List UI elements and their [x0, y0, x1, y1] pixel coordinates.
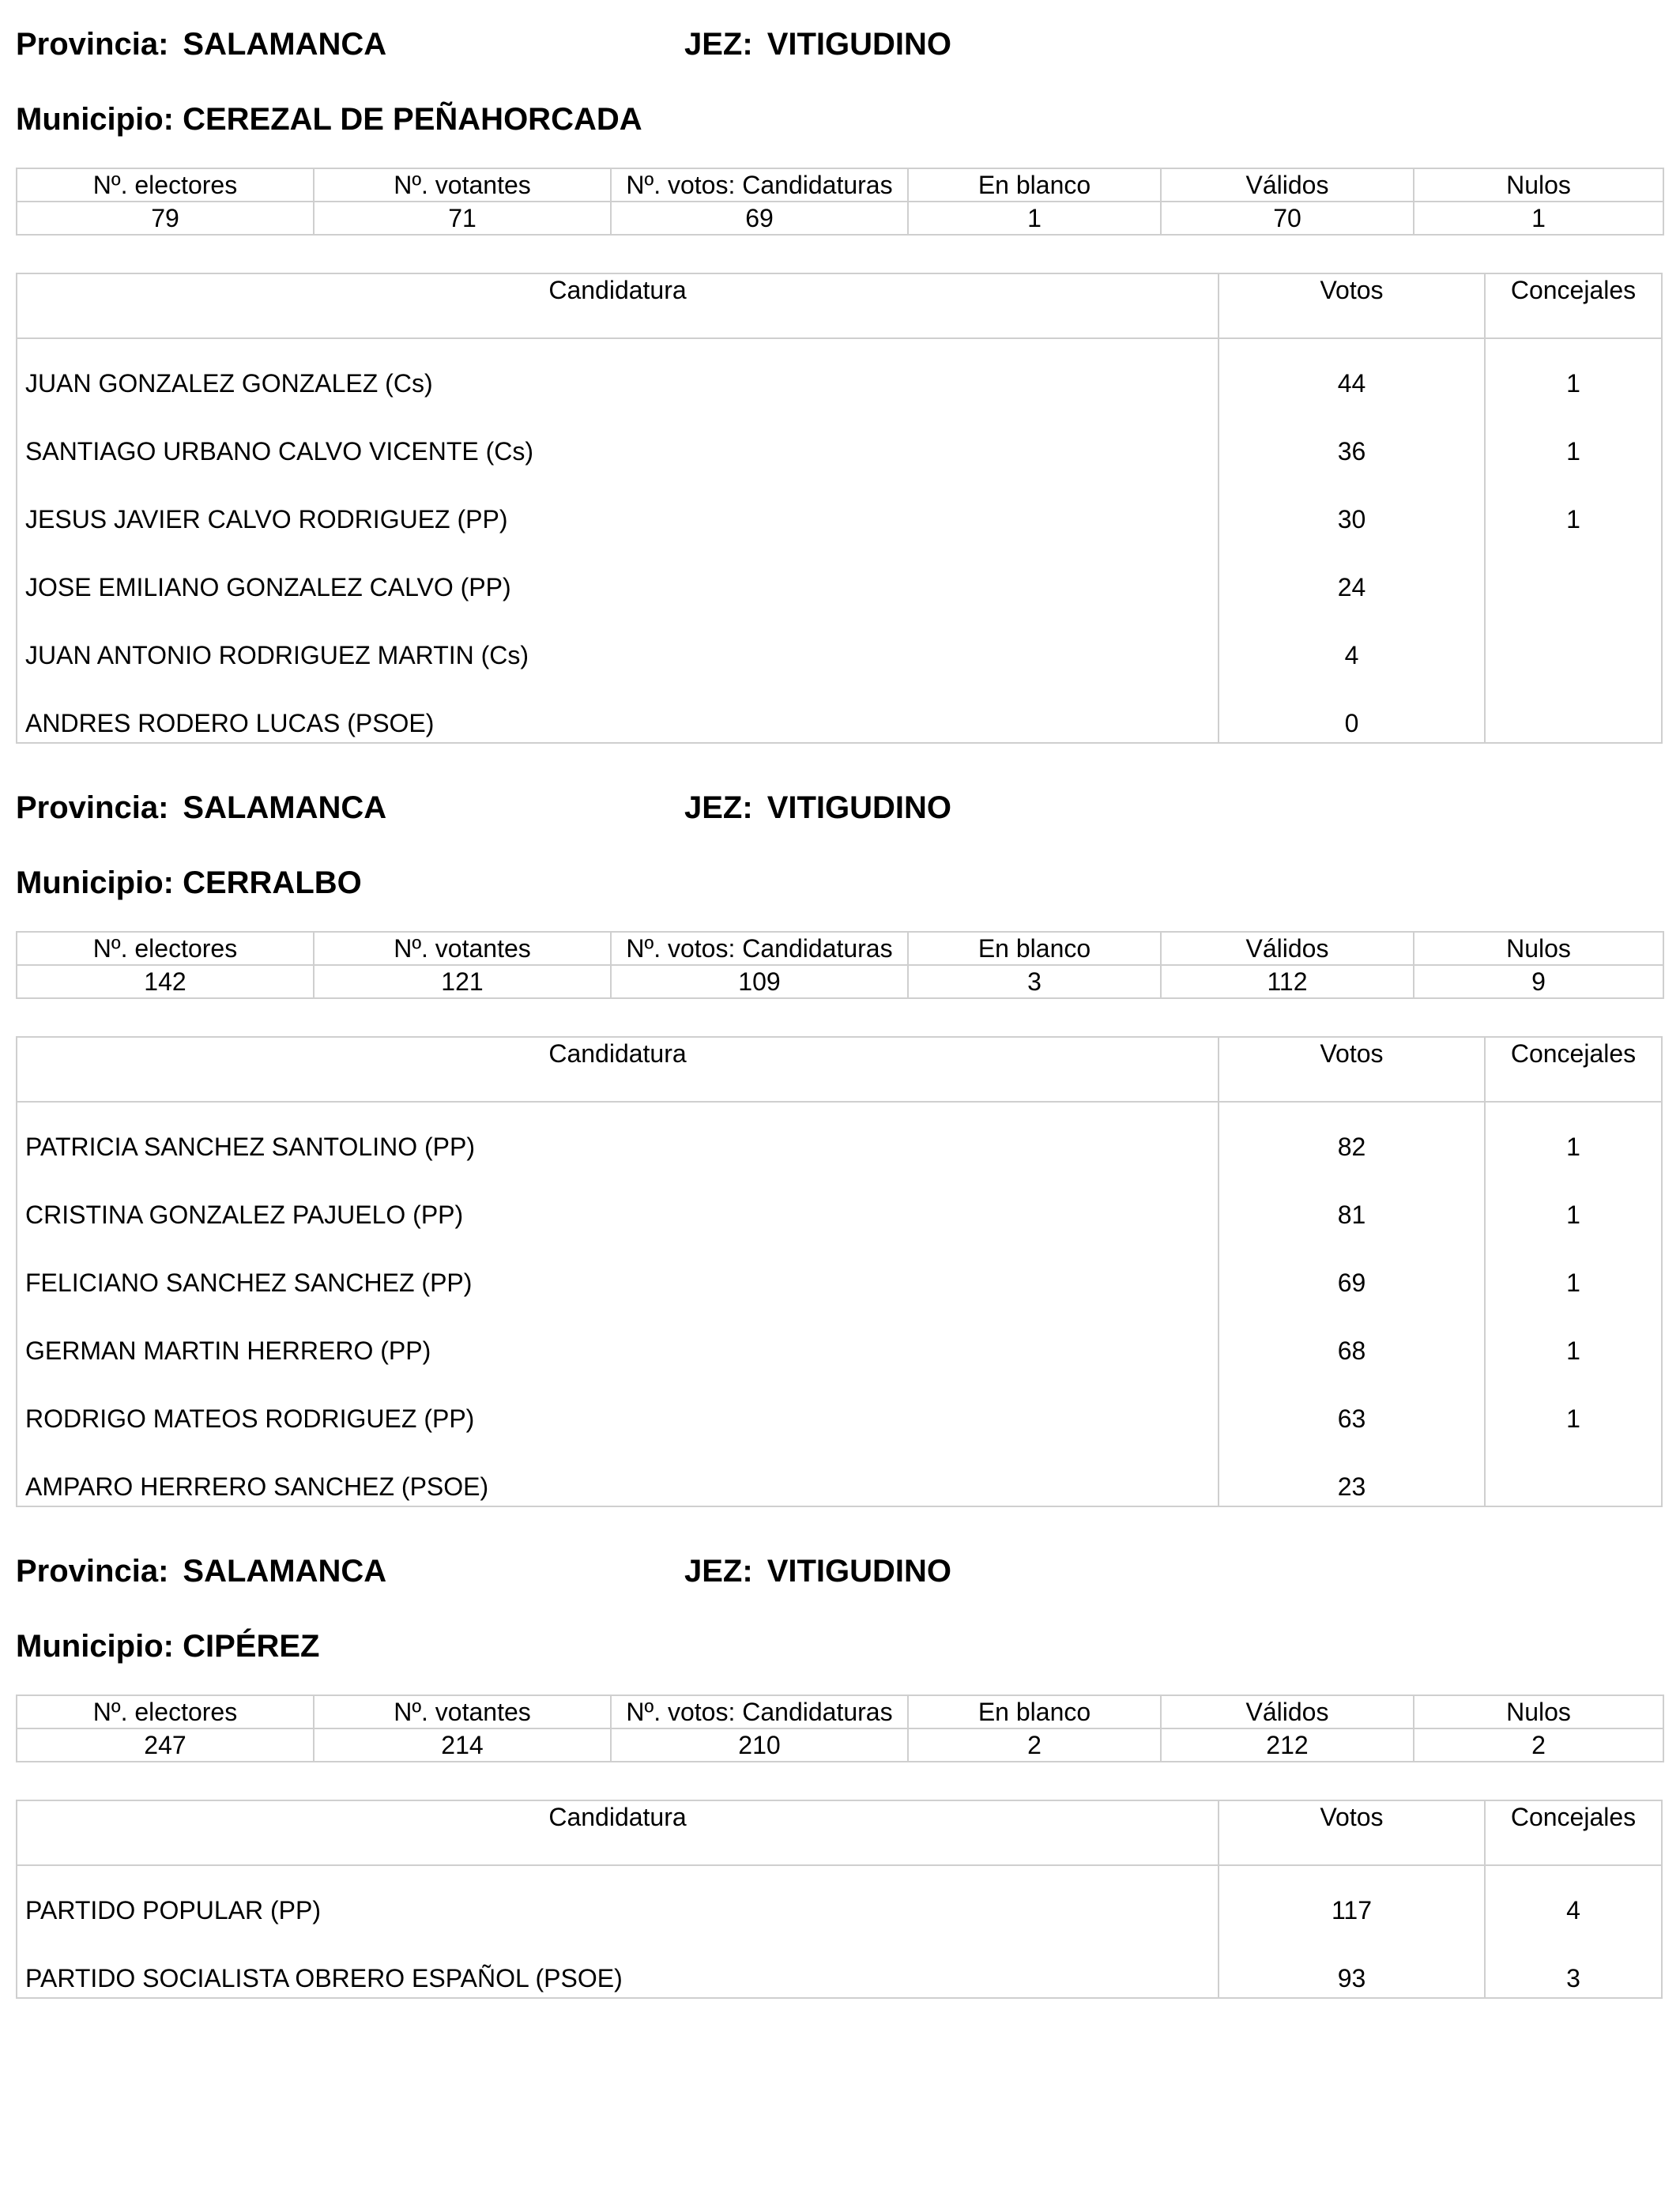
- stats-header: Nº. votantes: [314, 932, 611, 965]
- jez-line: [684, 1552, 951, 1590]
- candidate-votes: 81: [1337, 1201, 1366, 1229]
- header-votos: Votos: [1219, 1801, 1486, 1864]
- candidate-seats: [1486, 1466, 1661, 1534]
- candidate-name: SANTIAGO URBANO CALVO VICENTE (Cs): [25, 437, 534, 466]
- stats-header-row: [17, 168, 1663, 202]
- stats-header: Válidos: [1161, 932, 1414, 965]
- stats-header: Nº. votantes: [314, 1695, 611, 1728]
- candidate-seats: 1: [1566, 437, 1580, 466]
- candidate-seats: 1: [1566, 1336, 1580, 1365]
- candidates-header-row: [17, 1038, 1661, 1103]
- jez-line: [684, 25, 951, 63]
- candidate-votes: 63: [1337, 1404, 1366, 1433]
- stats-header: Nº. votos: Candidaturas: [611, 1695, 908, 1728]
- candidates-header-row: [17, 274, 1661, 339]
- header-votos: Votos: [1219, 1038, 1486, 1101]
- stats-header: Válidos: [1161, 1695, 1414, 1728]
- stats-value-row: [17, 965, 1663, 998]
- header-concejales: Concejales: [1510, 276, 1637, 304]
- candidate-name: CRISTINA GONZALEZ PAJUELO (PP): [25, 1201, 464, 1229]
- municipio-section-cerezal: [16, 0, 1663, 751]
- header-candidatura: Candidatura: [17, 274, 1219, 337]
- stats-value: 112: [1161, 965, 1414, 998]
- stats-value: 9: [1414, 965, 1663, 998]
- candidate-seats: 3: [1566, 1964, 1580, 1992]
- municipio-line: [16, 100, 642, 138]
- candidate-seats-column: [1486, 339, 1661, 744]
- candidate-seats: 1: [1566, 1201, 1580, 1229]
- stats-header: Nº. votantes: [314, 168, 611, 202]
- municipio-value: CIPÉREZ: [183, 1629, 320, 1664]
- stats-table: [16, 1695, 1664, 1762]
- stats-value: 79: [17, 202, 314, 235]
- stats-header: En blanco: [908, 168, 1161, 202]
- candidate-votes-column: [1219, 1866, 1486, 1999]
- municipio-label: Municipio:: [16, 102, 174, 137]
- candidate-name: JUAN ANTONIO RODRIGUEZ MARTIN (Cs): [25, 641, 529, 669]
- provincia-label: Provincia:: [16, 1554, 169, 1589]
- stats-value: 69: [611, 202, 908, 235]
- candidate-seats: [1486, 567, 1661, 635]
- stats-header: Nulos: [1414, 168, 1663, 202]
- candidate-votes: 4: [1344, 641, 1359, 669]
- stats-header: Nulos: [1414, 932, 1663, 965]
- stats-header: En blanco: [908, 1695, 1161, 1728]
- jez-label: JEZ:: [684, 790, 753, 825]
- candidate-seats: 4: [1566, 1896, 1580, 1924]
- stats-header: En blanco: [908, 932, 1161, 965]
- stats-header: Nulos: [1414, 1695, 1663, 1728]
- header-concejales: Concejales: [1510, 1803, 1637, 1831]
- candidate-seats: 1: [1566, 1133, 1580, 1161]
- municipio-label: Municipio:: [16, 865, 174, 900]
- candidate-name: PARTIDO SOCIALISTA OBRERO ESPAÑOL (PSOE): [25, 1964, 623, 1992]
- candidates-table: [16, 1036, 1663, 1507]
- municipio-label: Municipio:: [16, 1629, 174, 1664]
- header-candidatura: Candidatura: [17, 1801, 1219, 1864]
- provincia-line: [16, 1552, 386, 1590]
- municipio-line: [16, 1627, 319, 1665]
- candidate-votes-column: [1219, 1103, 1486, 1507]
- candidate-names-column: [17, 1103, 1219, 1507]
- stats-value: 247: [17, 1728, 314, 1762]
- stats-header-row: [17, 932, 1663, 965]
- stats-header: Nº. votos: Candidaturas: [611, 932, 908, 965]
- stats-value: 109: [611, 965, 908, 998]
- candidates-table: [16, 273, 1663, 744]
- stats-value-row: [17, 1728, 1663, 1762]
- candidate-name: FELICIANO SANCHEZ SANCHEZ (PP): [25, 1269, 473, 1297]
- candidate-votes: 36: [1337, 437, 1366, 466]
- stats-value: 3: [908, 965, 1161, 998]
- candidate-seats: 1: [1566, 505, 1580, 533]
- municipio-section-cerralbo: [16, 763, 1663, 1514]
- provincia-value: SALAMANCA: [183, 790, 387, 825]
- candidate-votes: 117: [1331, 1896, 1372, 1924]
- stats-header: Nº. electores: [17, 932, 314, 965]
- stats-value: 2: [1414, 1728, 1663, 1762]
- stats-value: 71: [314, 202, 611, 235]
- candidate-name: PARTIDO POPULAR (PP): [25, 1896, 321, 1924]
- candidate-name: JUAN GONZALEZ GONZALEZ (Cs): [25, 369, 433, 398]
- candidate-votes: 24: [1337, 573, 1366, 601]
- stats-value: 210: [611, 1728, 908, 1762]
- stats-value: 142: [17, 965, 314, 998]
- stats-value: 2: [908, 1728, 1161, 1762]
- candidate-name: PATRICIA SANCHEZ SANTOLINO (PP): [25, 1133, 475, 1161]
- candidate-votes: 69: [1337, 1269, 1366, 1297]
- candidate-seats: [1486, 703, 1661, 771]
- provincia-value: SALAMANCA: [183, 27, 387, 62]
- candidate-votes: 82: [1337, 1133, 1366, 1161]
- candidate-seats-column: [1486, 1866, 1661, 1999]
- stats-header: Nº. electores: [17, 168, 314, 202]
- candidate-votes: 23: [1337, 1472, 1366, 1501]
- stats-value: 70: [1161, 202, 1414, 235]
- municipio-value: CERRALBO: [183, 865, 362, 900]
- stats-value: 214: [314, 1728, 611, 1762]
- stats-value-row: [17, 202, 1663, 235]
- provincia-line: [16, 789, 386, 827]
- header-votos: Votos: [1219, 274, 1486, 337]
- stats-value: 1: [1414, 202, 1663, 235]
- jez-value: VITIGUDINO: [767, 790, 952, 825]
- stats-header-row: [17, 1695, 1663, 1728]
- jez-line: [684, 789, 951, 827]
- stats-value: 212: [1161, 1728, 1414, 1762]
- candidates-header-row: [17, 1801, 1661, 1866]
- candidate-votes: 44: [1337, 369, 1366, 398]
- candidate-name: AMPARO HERRERO SANCHEZ (PSOE): [25, 1472, 489, 1501]
- candidate-name: RODRIGO MATEOS RODRIGUEZ (PP): [25, 1404, 475, 1433]
- candidate-seats: [1486, 635, 1661, 703]
- candidate-votes: 93: [1337, 1964, 1366, 1992]
- candidate-votes-column: [1219, 339, 1486, 744]
- municipio-section-ciperez: [16, 1527, 1663, 2033]
- stats-header: Nº. votos: Candidaturas: [611, 168, 908, 202]
- jez-value: VITIGUDINO: [767, 27, 952, 62]
- stats-table: [16, 168, 1664, 236]
- header-concejales: Concejales: [1510, 1039, 1637, 1068]
- provincia-label: Provincia:: [16, 790, 169, 825]
- candidate-votes: 30: [1337, 505, 1366, 533]
- stats-value: 1: [908, 202, 1161, 235]
- jez-value: VITIGUDINO: [767, 1554, 952, 1589]
- provincia-label: Provincia:: [16, 27, 169, 62]
- candidate-name: GERMAN MARTIN HERRERO (PP): [25, 1336, 431, 1365]
- municipio-value: CEREZAL DE PEÑAHORCADA: [183, 102, 642, 137]
- candidate-name: JESUS JAVIER CALVO RODRIGUEZ (PP): [25, 505, 508, 533]
- candidates-table: [16, 1800, 1663, 1999]
- stats-value: 121: [314, 965, 611, 998]
- candidate-votes: 0: [1344, 709, 1359, 737]
- candidate-name: ANDRES RODERO LUCAS (PSOE): [25, 709, 435, 737]
- candidate-name: JOSE EMILIANO GONZALEZ CALVO (PP): [25, 573, 511, 601]
- candidate-names-column: [17, 339, 1219, 744]
- candidate-seats: 1: [1566, 1269, 1580, 1297]
- stats-header: Nº. electores: [17, 1695, 314, 1728]
- municipio-line: [16, 864, 362, 902]
- jez-label: JEZ:: [684, 1554, 753, 1589]
- provincia-value: SALAMANCA: [183, 1554, 387, 1589]
- candidate-votes: 68: [1337, 1336, 1366, 1365]
- header-candidatura: Candidatura: [17, 1038, 1219, 1101]
- stats-header: Válidos: [1161, 168, 1414, 202]
- candidate-seats-column: [1486, 1103, 1661, 1507]
- candidate-seats: 1: [1566, 369, 1580, 398]
- candidate-names-column: [17, 1866, 1219, 1999]
- provincia-line: [16, 25, 386, 63]
- stats-table: [16, 931, 1664, 999]
- candidate-seats: 1: [1566, 1404, 1580, 1433]
- jez-label: JEZ:: [684, 27, 753, 62]
